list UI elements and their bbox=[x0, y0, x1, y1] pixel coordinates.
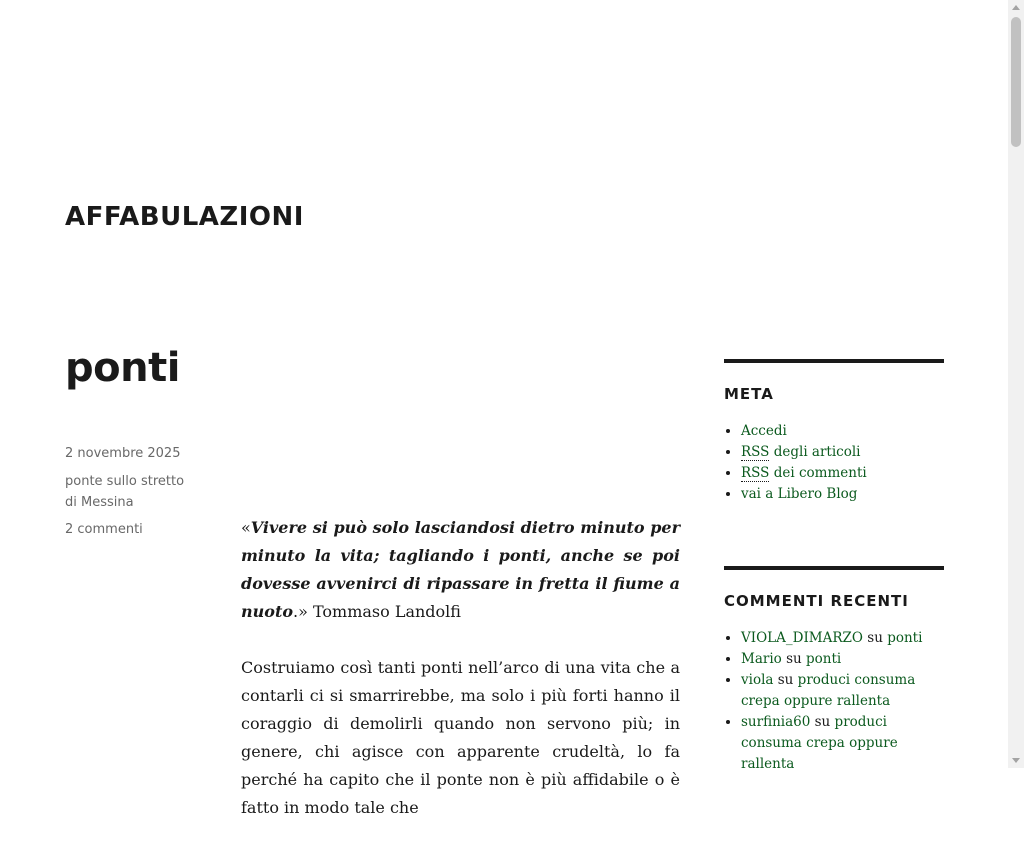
comment-post-link[interactable]: ponti bbox=[887, 630, 923, 646]
recent-comment-item bbox=[741, 649, 944, 670]
rss-abbr: RSS bbox=[741, 465, 770, 481]
libero-blog-link[interactable]: vai a Libero Blog bbox=[741, 486, 858, 502]
widget-divider bbox=[724, 566, 944, 570]
meta-item-rss-posts bbox=[741, 442, 944, 463]
comment-post-link[interactable]: produci consuma crepa oppure rallenta bbox=[741, 672, 916, 709]
meta-widget-title: META bbox=[724, 385, 774, 403]
comment-connector: su bbox=[777, 672, 794, 688]
post-date-link[interactable]: 2 novembre 2025 bbox=[65, 446, 181, 461]
comment-post-link[interactable]: ponti bbox=[806, 651, 842, 667]
quote-open: « bbox=[241, 518, 251, 537]
comment-author-link[interactable]: surfinia60 bbox=[741, 714, 811, 730]
recent-comments-widget bbox=[724, 566, 944, 775]
scroll-up-icon[interactable] bbox=[1012, 5, 1020, 10]
meta-list bbox=[724, 421, 944, 505]
comment-author-link[interactable]: viola bbox=[741, 672, 774, 688]
meta-widget bbox=[724, 359, 944, 505]
recent-comment-item bbox=[741, 712, 944, 775]
vertical-scrollbar[interactable] bbox=[1008, 0, 1024, 768]
post-content bbox=[241, 514, 680, 850]
meta-item-libero bbox=[741, 484, 944, 505]
rss-abbr: RSS bbox=[741, 444, 770, 460]
meta-item-login bbox=[741, 421, 944, 442]
post-tag-link[interactable]: ponte sullo stretto di Messina bbox=[65, 474, 185, 510]
comment-post-link[interactable]: produci consuma crepa oppure rallenta bbox=[741, 714, 898, 772]
rss-posts-link[interactable] bbox=[741, 444, 861, 461]
recent-comments-title: COMMENTI RECENTI bbox=[724, 592, 909, 610]
body-paragraph: Costruiamo così tanti ponti nell’arco di una vita che a contarli ci si smarrirebbe, ma solo i più forti hanno il coraggio di demolirli quando non servono più; in genere, chi agisce con apparente crudeltà, lo fa perché ha capito che il ponte non è più affidabile o è fatto in modo tale che bbox=[241, 658, 680, 817]
comment-connector: su bbox=[867, 630, 883, 646]
quote-text: Vivere si può solo lasciandosi dietro minuto per minuto la vita; tagliando i ponti, anche se poi dovesse avvenirci di ripassare in fretta il fiume a nuoto bbox=[241, 518, 680, 621]
comment-author-link[interactable]: Mario bbox=[741, 651, 782, 667]
quote-attribution: .» Tommaso Landolfi bbox=[293, 602, 461, 621]
comment-connector: su bbox=[814, 714, 831, 730]
post-title: ponti bbox=[65, 345, 180, 391]
widget-divider bbox=[724, 359, 944, 363]
recent-comment-item bbox=[741, 628, 944, 649]
rss-posts-label: degli articoli bbox=[773, 444, 861, 460]
recent-comments-list bbox=[724, 628, 944, 775]
login-link[interactable]: Accedi bbox=[741, 423, 787, 439]
quote-paragraph bbox=[241, 514, 680, 626]
meta-item-rss-comments bbox=[741, 463, 944, 484]
rss-comments-label: dei commenti bbox=[773, 465, 867, 481]
rss-comments-link[interactable] bbox=[741, 465, 867, 482]
scroll-down-icon[interactable] bbox=[1012, 758, 1020, 763]
comment-author-link[interactable]: VIOLA_DIMARZO bbox=[741, 630, 863, 646]
site-title[interactable]: AFFABULAZIONI bbox=[65, 202, 304, 232]
comment-connector: su bbox=[786, 651, 802, 667]
post-comments-link[interactable]: 2 commenti bbox=[65, 522, 143, 537]
scrollbar-thumb[interactable] bbox=[1011, 17, 1021, 147]
recent-comment-item bbox=[741, 670, 944, 712]
